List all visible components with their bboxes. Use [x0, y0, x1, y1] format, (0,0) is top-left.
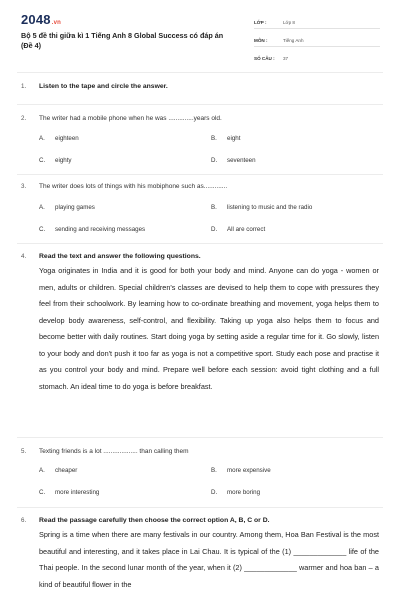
option-letter: B.: [211, 204, 217, 211]
divider: [17, 507, 383, 508]
divider: [17, 72, 383, 73]
option-letter: A.: [39, 135, 45, 142]
option-a[interactable]: [39, 135, 79, 142]
question-number: 6.: [21, 517, 27, 524]
option-letter: C.: [39, 489, 46, 496]
option-text: eighteen: [55, 135, 79, 142]
divider: [17, 243, 383, 244]
question-text: Read the text and answer the following questions.: [39, 253, 201, 260]
option-letter: C.: [39, 157, 46, 164]
option-d[interactable]: [211, 157, 256, 164]
passage-text: Yoga originates in India and it is good for both your body and mind. Anyone can do yoga - women or men, adults or children. Special children's classes are devised to help them to cope with pressures they feel from their schoolwork. By learning how to co-ordinate breathing and movement, yoga helps them to develop body awareness, self-control, and flexibility. Taking up yoga also helps them to focus and become better with daily routines. Start doing yoga by setting aside a regular time for it. Go slowly, listen to your body and don't push it too far as yoga is not a competitive sport. Study each pose and practise it as you control your body and mind. Prepare well before each session: avoid tight clothing and a full stomach. An ideal time to do yoga is before breakfast.: [39, 266, 379, 391]
passage-text: Spring is a time when there are many festivals in our country. Among them, Hoa Ban Festival is the most beautiful and interesting, and it takes place in Lai Chau. It is typical of the (1) _____________ life of the Thai people. In the second lunar month of the year, when it (2) _____________ warmer and hoa ban – a kind of beautiful flower in the: [39, 530, 379, 589]
option-text: listening to music and the radio: [227, 204, 313, 211]
question-text: Listen to the tape and circle the answer.: [39, 83, 168, 90]
logo-text: 2048: [21, 12, 51, 27]
meta-label: MÔN :: [254, 37, 268, 43]
option-b[interactable]: [211, 135, 240, 142]
logo-suffix: .vn: [51, 20, 62, 26]
option-text: more boring: [227, 489, 261, 496]
option-letter: D.: [211, 157, 218, 164]
document-title: Bộ 5 đề thi giữa kì 1 Tiếng Anh 8 Global Success có đáp án (Đề 4): [21, 31, 224, 50]
divider: [17, 174, 383, 175]
header: [0, 0, 400, 70]
option-d[interactable]: [211, 226, 265, 233]
question-text: Read the passage carefully then choose the correct option A, B, C or D.: [39, 517, 270, 524]
option-letter: C.: [39, 226, 46, 233]
option-text: eighty: [55, 157, 72, 164]
question-number: 1.: [21, 83, 27, 90]
option-a[interactable]: [39, 467, 77, 474]
option-text: sending and receiving messages: [55, 226, 146, 233]
meta-row-grade: [254, 16, 380, 29]
question-text: The writer had a mobile phone when he was ..............years old.: [39, 115, 222, 122]
option-text: more interesting: [55, 489, 100, 496]
meta-panel: [254, 16, 380, 69]
option-letter: B.: [211, 135, 217, 142]
reading-passage: [39, 263, 379, 395]
question-number: 3.: [21, 183, 27, 190]
divider: [17, 104, 383, 105]
option-letter: A.: [39, 204, 45, 211]
option-letter: B.: [211, 467, 217, 474]
option-text: eight: [227, 135, 241, 142]
reading-passage: [39, 527, 379, 593]
meta-row-question-count: [254, 52, 380, 64]
option-b[interactable]: [211, 204, 312, 211]
question-number: 5.: [21, 448, 27, 455]
question-text: The writer does lots of things with his mobiphone such as.............: [39, 183, 228, 190]
question-number: 4.: [21, 253, 27, 260]
option-text: more expensive: [227, 467, 271, 474]
option-c[interactable]: [39, 157, 72, 164]
question-text: Texting friends is a lot ................... than calling them: [39, 448, 189, 455]
divider: [17, 437, 383, 438]
meta-label: LỚP :: [254, 19, 267, 25]
option-text: All are correct: [227, 226, 266, 233]
option-d[interactable]: [211, 489, 260, 496]
option-text: seventeen: [227, 157, 256, 164]
option-c[interactable]: [39, 226, 145, 233]
option-b[interactable]: [211, 467, 271, 474]
meta-value: 37: [283, 55, 289, 61]
option-text: playing games: [55, 204, 95, 211]
meta-value: Tiếng Anh: [283, 37, 304, 43]
option-text: cheaper: [55, 467, 78, 474]
meta-row-subject: [254, 34, 380, 47]
option-a[interactable]: [39, 204, 95, 211]
meta-label: SỐ CÂU :: [254, 55, 275, 61]
question-number: 2.: [21, 115, 27, 122]
option-c[interactable]: [39, 489, 99, 496]
option-letter: A.: [39, 467, 45, 474]
option-letter: D.: [211, 489, 218, 496]
meta-value: Lớp 8: [283, 19, 295, 25]
option-letter: D.: [211, 226, 218, 233]
site-logo[interactable]: [21, 12, 61, 27]
